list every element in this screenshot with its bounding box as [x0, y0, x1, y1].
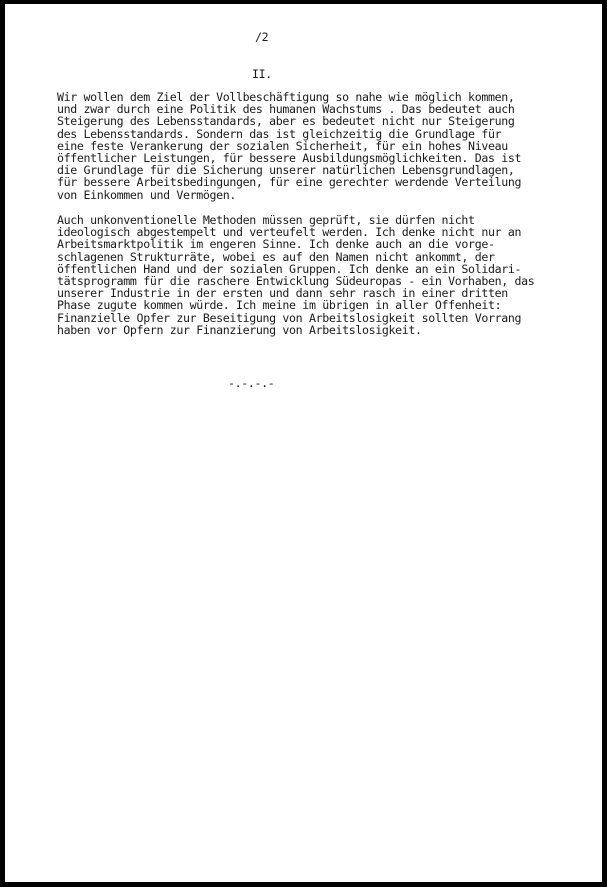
paragraph-line: Arbeitsmarktpolitik im engeren Sinne. Ich denke auch an die vorge-	[57, 237, 495, 252]
paragraph-line: eine feste Verankerung der sozialen Sicherheit, für ein hohes Niveau	[57, 138, 508, 153]
paragraph-line: Finanzielle Opfer zur Beseitigung von Arbeitslosigkeit sollten Vorrang	[57, 310, 522, 325]
paragraph-line: die Grundlage für die Sicherung unserer natürlichen Lebensgrundlagen,	[57, 163, 515, 178]
section-heading: II.	[252, 67, 272, 81]
paragraph-line: schlagenen Strukturräte, wobei es auf den Namen nicht ankommt, der	[57, 249, 495, 264]
paragraph-line: haben vor Opfern zur Finanzierung von Arbeitslosigkeit.	[57, 322, 422, 337]
paragraph-2	[57, 214, 597, 336]
paragraph-line: Phase zugute kommen würde. Ich meine im übrigen in aller Offenheit:	[57, 298, 502, 313]
paragraph-line: für bessere Arbeitsbedingungen, für eine gerechter werdende Verteilung	[57, 175, 522, 190]
paragraph-line: öffentlicher Leistungen, für bessere Ausbildungsmöglichkeiten. Das ist	[57, 150, 522, 165]
document-page	[5, 4, 602, 882]
paragraph-line: Auch unkonventionelle Methoden müssen geprüft, sie dürfen nicht	[57, 213, 475, 227]
paragraph-line: ideologisch abgestempelt und verteufelt werden. Ich denke nicht nur an	[57, 225, 522, 240]
paragraph-line: Steigerung des Lebensstandards, aber es bedeutet nicht nur Steigerung	[57, 114, 515, 129]
end-mark: -.-.-.-	[228, 376, 275, 390]
paragraph-line: tätsprogramm für die raschere Entwicklung Südeuropas - ein Vorhaben, das	[57, 273, 535, 288]
paragraph-line: unserer Industrie in der ersten und dann sehr rasch in einer dritten	[57, 286, 508, 301]
paragraph-line: des Lebensstandards. Sondern das ist gleichzeitig die Grundlage für	[57, 126, 502, 141]
paragraph-1	[57, 91, 597, 201]
paragraph-line: öffentlichen Hand und der sozialen Gruppen. Ich denke an ein Solidari-	[57, 261, 522, 276]
paragraph-line: Wir wollen dem Ziel der Vollbeschäftigung so nahe wie möglich kommen,	[57, 90, 515, 104]
paragraph-line: von Einkommen und Vermögen.	[57, 187, 237, 202]
page-number: /2	[255, 30, 269, 44]
paragraph-line: und zwar durch eine Politik des humanen Wachstums . Das bedeutet auch	[57, 102, 515, 117]
